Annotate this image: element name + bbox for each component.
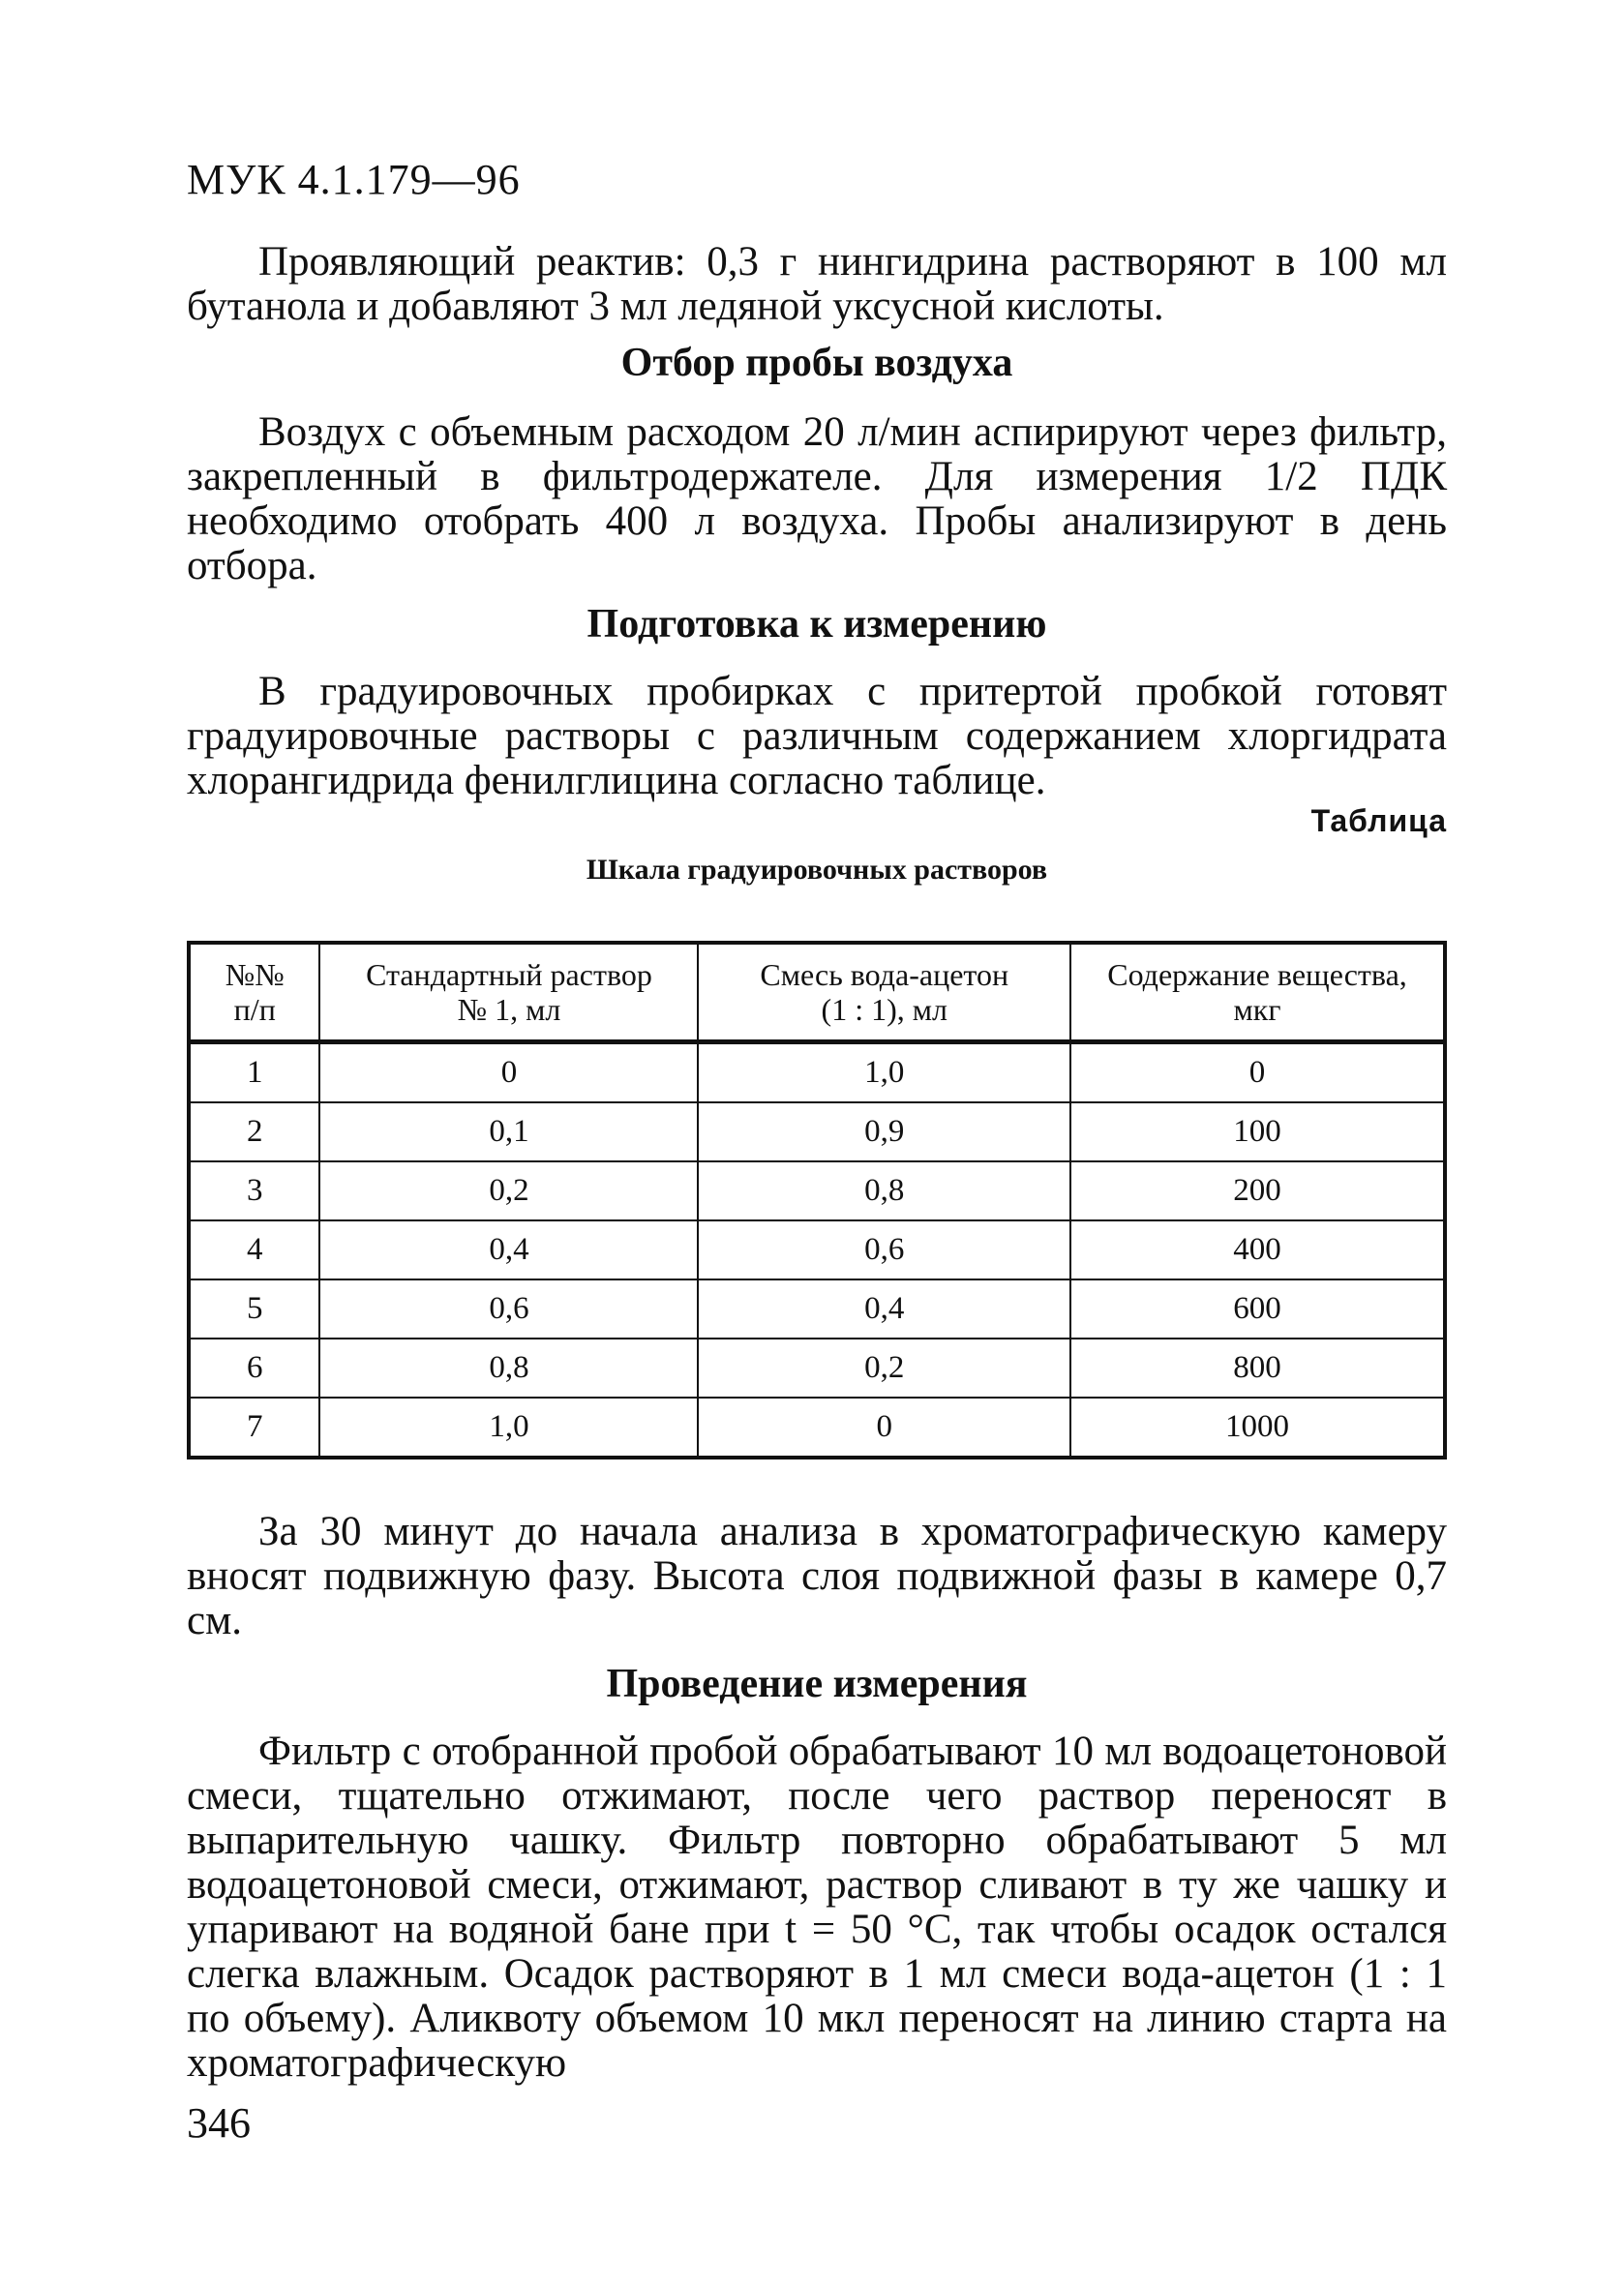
document-header: МУК 4.1.179—96 xyxy=(187,156,521,203)
table-cell: 0,9 xyxy=(698,1102,1070,1161)
header-line: Стандартный раствор xyxy=(366,957,652,992)
table-cell: 600 xyxy=(1070,1279,1445,1339)
paragraph-mobile-phase xyxy=(187,1510,1447,1643)
page-number: 346 xyxy=(187,2099,251,2147)
table-cell: 0,8 xyxy=(698,1161,1070,1220)
table-cell: 0,1 xyxy=(319,1102,698,1161)
table-cell: 0 xyxy=(698,1398,1070,1458)
table-row xyxy=(189,1161,1445,1220)
header-water-acetone xyxy=(698,943,1070,1042)
header-line: Содержание вещества, xyxy=(1107,957,1407,992)
table-row xyxy=(189,1042,1445,1103)
paragraph-reagent xyxy=(187,240,1447,329)
section-title-sampling: Отбор пробы воздуха xyxy=(620,341,1013,385)
table-cell: 100 xyxy=(1070,1102,1445,1161)
table-cell: 0,4 xyxy=(698,1279,1070,1339)
paragraph-sampling xyxy=(187,410,1447,588)
table-cell: 0,4 xyxy=(319,1220,698,1279)
paragraph-text: Проявляющий реактив: 0,3 г нингидрина растворяют в 100 мл бутанола и добавляют 3 мл ледяной уксусной кислоты. xyxy=(187,239,1447,329)
table-cell: 1,0 xyxy=(698,1042,1070,1103)
table-cell: 6 xyxy=(189,1339,319,1398)
header-line: п/п xyxy=(233,992,276,1027)
table-cell: 4 xyxy=(189,1220,319,1279)
table-cell: 0,6 xyxy=(319,1279,698,1339)
paragraph-text: В градуировочных пробирках с притертой пробкой готовят градуировочные растворы с различным содержанием хлоргидрата хлорангидрида фенилглицина согласно таблице. xyxy=(187,669,1447,803)
table-cell: 0 xyxy=(1070,1042,1445,1103)
table-cell: 0,8 xyxy=(319,1339,698,1398)
table-cell: 1 xyxy=(189,1042,319,1103)
table-cell: 2 xyxy=(189,1102,319,1161)
header-line: №№ xyxy=(225,957,285,992)
header-standard-solution xyxy=(319,943,698,1042)
header-line: № 1, мл xyxy=(457,992,561,1027)
table-cell: 0 xyxy=(319,1042,698,1103)
table-row xyxy=(189,1102,1445,1161)
header-line: (1 : 1), мл xyxy=(821,992,947,1027)
table-label: Таблица xyxy=(1310,803,1447,838)
table-cell: 1000 xyxy=(1070,1398,1445,1458)
table-cell: 7 xyxy=(189,1398,319,1458)
table-cell: 200 xyxy=(1070,1161,1445,1220)
header-line: Смесь вода-ацетон xyxy=(760,957,1009,992)
table-row xyxy=(189,1339,1445,1398)
table-cell: 5 xyxy=(189,1279,319,1339)
paragraph-text: За 30 минут до начала анализа в хроматографическую камеру вносят подвижную фазу. Высота слоя подвижной фазы в камере 0,7 см. xyxy=(187,1509,1447,1643)
table-cell: 800 xyxy=(1070,1339,1445,1398)
section-title-measurement: Проведение измерения xyxy=(606,1662,1028,1706)
table-cell: 1,0 xyxy=(319,1398,698,1458)
calibration-table xyxy=(187,941,1447,1459)
table-header-row xyxy=(189,943,1445,1042)
header-substance-content xyxy=(1070,943,1445,1042)
table-cell: 0,6 xyxy=(698,1220,1070,1279)
table-cell: 400 xyxy=(1070,1220,1445,1279)
table-caption: Шкала градуировочных растворов xyxy=(586,854,1048,886)
table-row xyxy=(189,1398,1445,1458)
table-cell: 0,2 xyxy=(319,1161,698,1220)
section-title-preparation: Подготовка к измерению xyxy=(586,602,1047,647)
table-row xyxy=(189,1220,1445,1279)
paragraph-preparation xyxy=(187,670,1447,803)
header-line: мкг xyxy=(1233,992,1281,1027)
paragraph-text: Воздух с объемным расходом 20 л/мин аспирируют через фильтр, закрепленный в фильтродержателе. Для измерения 1/2 ПДК необходимо отобрать 400 л воздуха. Пробы анализируют в день отбора. xyxy=(187,409,1447,588)
table-cell: 0,2 xyxy=(698,1339,1070,1398)
table-row xyxy=(189,1279,1445,1339)
paragraph-measurement xyxy=(187,1730,1447,2086)
table-cell: 3 xyxy=(189,1161,319,1220)
paragraph-text: Фильтр с отобранной пробой обрабатывают 10 мл водоацетоновой смеси, тщательно отжимают, после чего раствор переносят в выпарительную чашку. Фильтр повторно обрабатывают 5 мл водоацетоновой смеси, отжимают, раствор сливают в ту же чашку и упаривают на водяной бане при t = 50 °С, так чтобы осадок остался слегка влажным. Осадок растворяют в 1 мл смеси вода-ацетон (1 : 1 по объему). Аликвоту объемом 10 мкл переносят на линию старта на хроматографическую xyxy=(187,1729,1447,2086)
header-number xyxy=(189,943,319,1042)
